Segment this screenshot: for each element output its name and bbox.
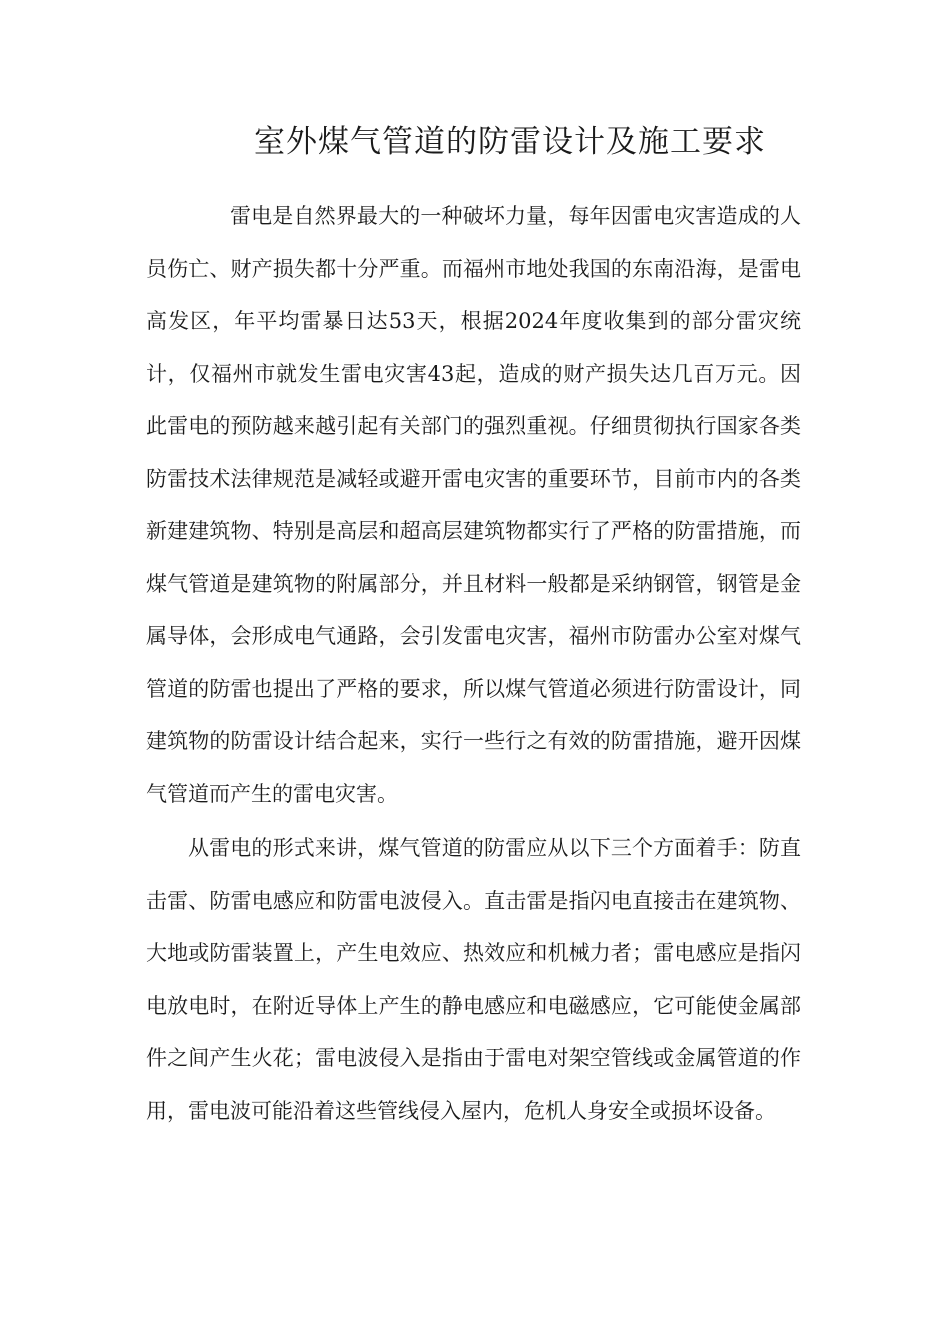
document-title: 室外煤气管道的防雷设计及施工要求 [254, 124, 766, 160]
document-body [146, 190, 801, 1137]
paragraph-lightning-hazard: 雷电是自然界最大的一种破坏力量，每年因雷电灾害造成的人员伤亡、财产损失都十分严重。而福州市地处我国的东南沿海，是雷电高发区，年平均雷暴日达53天，根据2024年度收集到的部分雷灾统计，仅福州市就发生雷电灾害43起，造成的财产损失达几百万元。因此雷电的预防越来越引起有关部门的强烈重视。仔细贯彻执行国家各类防雷技术法律规范是减轻或避开雷电灾害的重要环节，目前市内的各类新建建筑物、特别是高层和超高层建筑物都实行了严格的防雷措施，而煤气管道是建筑物的附属部分，并且材料一般都是采纳钢管，钢管是金属导体，会形成电气通路，会引发雷电灾害，福州市防雷办公室对煤气管道的防雷也提出了严格的要求，所以煤气管道必须进行防雷设计，同建筑物的防雷设计结合起来，实行一些行之有效的防雷措施，避开因煤气管道而产生的雷电灾害。 [146, 204, 801, 806]
paragraph-protection-aspects: 从雷电的形式来讲，煤气管道的防雷应从以下三个方面着手：防直击雷、防雷电感应和防雷电波侵入。直击雷是指闪电直接击在建筑物、大地或防雷装置上，产生电效应、热效应和机械力者；雷电感应是指闪电放电时，在附近导体上产生的静电感应和电磁感应，它可能使金属部件之间产生火花；雷电波侵入是指由于雷电对架空管线或金属管道的作用，雷电波可能沿着这些管线侵入屋内，危机人身安全或损坏设备。 [146, 836, 801, 1123]
